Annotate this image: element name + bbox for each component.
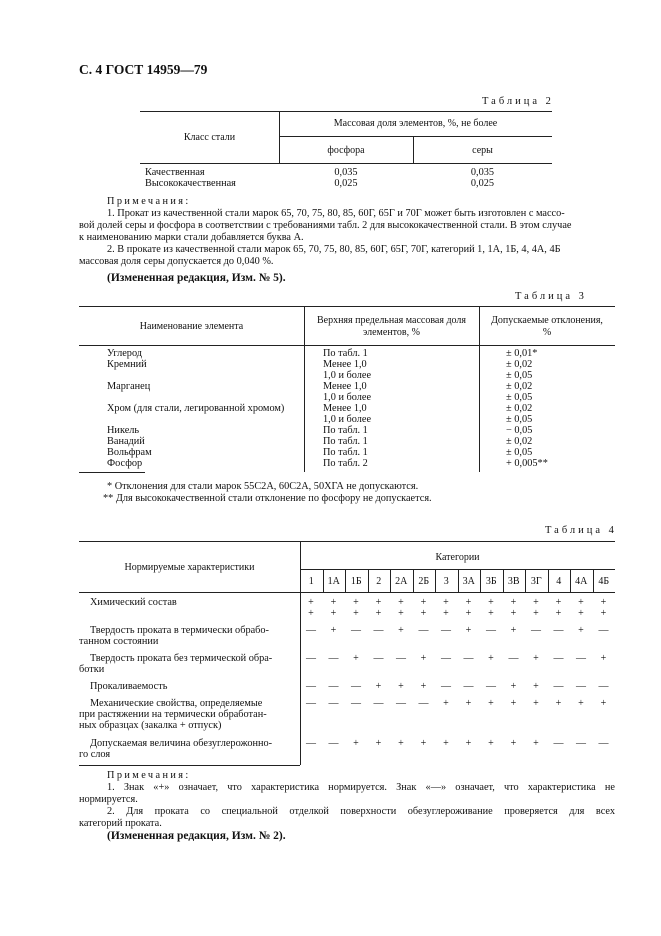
table4-mark: + — [420, 597, 427, 608]
table3-cell-limit: Менее 1,0 — [323, 403, 367, 414]
table3-cell-name: Вольфрам — [107, 447, 152, 458]
table4-mark: + — [330, 597, 337, 608]
table4-category-3А: 3А — [462, 576, 475, 587]
table4-row-label: Химический состав — [90, 597, 177, 608]
notes1-line: 2. В прокате из качественной стали марок 65, 70, 75, 80, 85, 60Г, 65Г, 70Г, категорий 1, 1А, 1Б, 4, 4А, 4Б — [107, 244, 561, 255]
table4-mark: + — [578, 597, 584, 608]
table3-cell-name: Никель — [107, 425, 140, 436]
table4-mark: — — [373, 625, 384, 636]
table3-cell-limit: По табл. 1 — [323, 348, 368, 359]
table4-mark: + — [330, 625, 337, 636]
table2-col-p: фосфора — [327, 145, 365, 156]
table2-row-name: Высококачественная — [145, 178, 236, 189]
table4-mark: — — [486, 625, 496, 636]
table4-row-label: танном состоянии — [79, 636, 159, 647]
table4-mark: + — [308, 597, 314, 608]
table4-mark: — — [373, 698, 384, 709]
table4-mark: + — [308, 608, 314, 619]
table3-cell-dev: ± 0,05 — [506, 370, 533, 381]
table3-cell-limit: По табл. 1 — [323, 425, 368, 436]
table4-mark: + — [510, 738, 517, 749]
table3-cell-dev: − 0,05 — [506, 425, 533, 436]
table3-cell-limit: Менее 1,0 — [323, 359, 367, 370]
table3-cell-dev: ± 0,02 — [506, 381, 533, 392]
table3-cell-name: Марганец — [107, 381, 151, 392]
table4-category-2: 2 — [376, 576, 382, 587]
table4-mark: + — [443, 597, 449, 608]
table4-row-label: Механические свойства, определяемые — [90, 698, 263, 709]
table4-mark: + — [488, 698, 494, 709]
notes1-line: массовая доля серы допускается до 0,040 %. — [79, 256, 274, 267]
table4-mark: — — [508, 653, 519, 664]
table4-row-label: ботки — [79, 664, 105, 675]
table2-row-s: 0,025 — [470, 178, 495, 189]
table3-cell-limit: 1,0 и более — [323, 392, 372, 403]
table2-caption: Таблица 2 — [482, 96, 554, 107]
table3-cell-limit: Менее 1,0 — [323, 381, 367, 392]
table4-mark: — — [553, 681, 564, 692]
table4-mark: — — [328, 698, 339, 709]
table4-row-label: Твердость проката в термически обрабо- — [90, 625, 269, 636]
table3-cell-name: Кремний — [107, 359, 147, 370]
page-header: С. 4 ГОСТ 14959—79 — [79, 62, 208, 77]
table4-mark: — — [463, 681, 474, 692]
table4-mark: + — [555, 608, 562, 619]
table4-mark: — — [328, 653, 339, 664]
table4-mark: + — [375, 608, 382, 619]
table4-mark: + — [578, 698, 584, 709]
table4-mark: + — [375, 597, 382, 608]
table4-caption: Таблица 4 — [545, 525, 617, 536]
table4-mark: + — [353, 597, 359, 608]
table4-mark: + — [398, 608, 404, 619]
table4-mark: + — [533, 597, 539, 608]
table4-mark: — — [306, 698, 316, 709]
edit-note-1: (Измененная редакция, Изм. № 5). — [107, 272, 286, 284]
table4-mark: + — [420, 738, 427, 749]
table3-cell-dev: ± 0,05 — [506, 392, 533, 403]
table3-cell-dev: ± 0,02 — [506, 359, 533, 370]
table4-category-1А: 1А — [327, 576, 340, 587]
table4-mark: + — [578, 608, 584, 619]
table3-cell-limit: 1,0 и более — [323, 370, 372, 381]
table4-mark: + — [600, 653, 607, 664]
table4-mark: + — [353, 653, 359, 664]
table4-mark: + — [578, 625, 584, 636]
table4-category-2А: 2А — [395, 576, 408, 587]
notes2-line: 2. Для проката со специальной отделкой поверхности обезуглероживание проверяется для всех — [107, 806, 615, 817]
table4-mark: + — [465, 597, 472, 608]
table4-mark: + — [375, 681, 382, 692]
notes1-line: к наименованию марки стали добавляется буква А. — [79, 232, 304, 243]
table3-cell-dev: ± 0,05 — [506, 447, 533, 458]
table4-mark: — — [373, 653, 384, 664]
edit-note-2: (Измененная редакция, Изм. № 2). — [107, 830, 286, 842]
table4-mark: + — [465, 738, 472, 749]
table4-col-cat: Категории — [435, 552, 480, 563]
table3-cell-dev: ± 0,02 — [506, 436, 533, 447]
table3-cell-name: Хром (для стали, легированной хромом) — [107, 403, 285, 414]
table4-row-label: Твердость проката без термической обра- — [90, 653, 273, 664]
table4-mark: + — [465, 698, 472, 709]
table4-mark: + — [443, 698, 449, 709]
table4-mark: + — [510, 681, 517, 692]
table3-cell-name: Ванадий — [107, 436, 145, 447]
table2-col-s: серы — [472, 145, 493, 156]
table4-mark: — — [328, 681, 339, 692]
table3-cell-limit: 1,0 и более — [323, 414, 372, 425]
table2-row-p: 0,035 — [334, 167, 358, 178]
table4-mark: + — [465, 625, 472, 636]
table4-mark: + — [398, 738, 404, 749]
notes1-title: Примечания: — [107, 196, 191, 207]
table4-mark: — — [351, 625, 361, 636]
table4-mark: + — [353, 738, 359, 749]
table4-mark: — — [553, 738, 564, 749]
table4-mark: + — [488, 738, 494, 749]
table4-mark: — — [598, 738, 609, 749]
table4-category-1: 1 — [308, 576, 314, 587]
table4-mark: — — [553, 653, 564, 664]
table4-mark: + — [420, 681, 427, 692]
table4-mark: + — [510, 597, 517, 608]
table4-mark: + — [443, 738, 449, 749]
table3-cell-limit: По табл. 1 — [323, 447, 368, 458]
table4-mark: — — [306, 653, 316, 664]
table4-mark: — — [351, 698, 361, 709]
table4-mark: — — [576, 738, 586, 749]
table2-row-name: Качественная — [145, 167, 205, 178]
table3-col-dev: Допускаемые отклонения, — [491, 315, 603, 326]
table3-caption: Таблица 3 — [515, 291, 587, 302]
table4-mark: + — [398, 625, 404, 636]
table3-col-upper: элементов, % — [363, 327, 420, 338]
table4-row-label: Допускаемая величина обезуглерожонно- — [90, 738, 273, 749]
notes2-title: Примечания: — [107, 770, 191, 781]
table4-mark: — — [441, 653, 451, 664]
table4-mark: — — [553, 625, 564, 636]
table4-mark: — — [306, 681, 316, 692]
table4-mark: + — [398, 681, 404, 692]
table4-mark: — — [598, 681, 609, 692]
table4-mark: — — [531, 625, 541, 636]
table2-row-p: 0,025 — [334, 178, 358, 189]
table2-row-s: 0,035 — [470, 167, 495, 178]
table3-col-name: Наименование элемента — [139, 321, 244, 332]
table4-category-4Б: 4Б — [598, 576, 610, 587]
table4-mark: + — [510, 608, 517, 619]
table4-row-label: при растяжении на термически обработан- — [79, 709, 267, 720]
table3-cell-dev: ± 0,01* — [506, 348, 538, 359]
table4-category-4: 4 — [556, 576, 562, 587]
table4-mark: — — [328, 738, 339, 749]
table4-mark: + — [533, 608, 539, 619]
table4-mark: — — [306, 625, 316, 636]
table4-mark: + — [600, 608, 607, 619]
table3-cell-limit: По табл. 2 — [323, 458, 368, 469]
table4-mark: — — [418, 625, 429, 636]
table3-footnote: ** Для высококачественной стали отклонение по фосфору не допускается. — [103, 493, 432, 504]
table2-col-class: Класс стали — [183, 132, 236, 143]
table4-mark: + — [488, 653, 494, 664]
table4-col-char: Нормируемые характеристики — [124, 562, 255, 573]
table4-mark: + — [488, 608, 494, 619]
notes1-line: вой долей серы и фосфора в соответствии с требованиями табл. 2 для высококачественной стали. В этом случае — [79, 220, 572, 231]
table4-mark: — — [576, 653, 586, 664]
table4-mark: + — [375, 738, 382, 749]
notes2-line: 1. Знак «+» означает, что характеристика нормируется. Знак «—» означает, что характеристика не — [107, 782, 615, 793]
table4-mark: + — [420, 608, 427, 619]
table4-mark: — — [396, 653, 406, 664]
table4-mark: + — [330, 608, 337, 619]
table4-mark: — — [396, 698, 406, 709]
table3-col-dev: % — [542, 327, 552, 338]
table4-category-3В: 3В — [507, 576, 520, 587]
table4-mark: + — [555, 698, 562, 709]
table4-row-label: го слоя — [79, 749, 111, 760]
table4-mark: + — [533, 698, 539, 709]
table3-cell-dev: + 0,005** — [506, 458, 548, 469]
table4-mark: — — [351, 681, 361, 692]
notes1-line: 1. Прокат из качественной стали марок 65, 70, 75, 80, 85, 60Г, 65Г и 70Г может быть изготовлен с массо- — [107, 208, 565, 219]
table4-mark: — — [598, 625, 609, 636]
table4-mark: + — [600, 698, 607, 709]
table4-category-1Б: 1Б — [350, 576, 362, 587]
table4-mark: + — [488, 597, 494, 608]
notes2-line: нормируется. — [79, 794, 138, 805]
table3-cell-name: Углерод — [107, 348, 143, 359]
table4-category-4А: 4А — [575, 576, 588, 587]
table4-mark: + — [510, 698, 517, 709]
table4-row-label: ных образцах (закалка + отпуск) — [79, 720, 222, 731]
table2-col-mass: Массовая доля элементов, %, не более — [333, 118, 498, 129]
table4-mark: + — [420, 653, 427, 664]
table4-mark: + — [600, 597, 607, 608]
table4-mark: + — [555, 597, 562, 608]
table4-category-2Б: 2Б — [418, 576, 430, 587]
table4-mark: — — [306, 738, 316, 749]
table3-cell-name: Фосфор — [107, 458, 143, 469]
table4-mark: + — [398, 597, 404, 608]
table4-mark: — — [486, 681, 496, 692]
table4-mark: + — [510, 625, 517, 636]
table3-cell-limit: По табл. 1 — [323, 436, 368, 447]
table4-mark: + — [465, 608, 472, 619]
table4-mark: — — [463, 653, 474, 664]
table3-footnote: * Отклонения для стали марок 55С2А, 60С2А, 50ХГА не допускаются. — [107, 481, 419, 492]
table4-category-3: 3 — [443, 576, 449, 587]
table4-row-label: Прокаливаемость — [90, 681, 168, 692]
table4-mark: + — [533, 738, 539, 749]
table4-mark: + — [533, 653, 539, 664]
table3-cell-dev: ± 0,05 — [506, 414, 533, 425]
table4-mark: + — [353, 608, 359, 619]
table4-category-3Г: 3Г — [530, 576, 542, 587]
table4-mark: — — [441, 681, 451, 692]
table3-cell-dev: ± 0,02 — [506, 403, 533, 414]
table4-mark: — — [576, 681, 586, 692]
table4-mark: — — [441, 625, 451, 636]
table3-col-upper: Верхняя предельная массовая доля — [316, 315, 467, 326]
notes2-line: категорий проката. — [79, 818, 162, 829]
table4-mark: — — [418, 698, 429, 709]
table4-category-3Б: 3Б — [485, 576, 497, 587]
table4-mark: + — [533, 681, 539, 692]
table4-mark: + — [443, 608, 449, 619]
